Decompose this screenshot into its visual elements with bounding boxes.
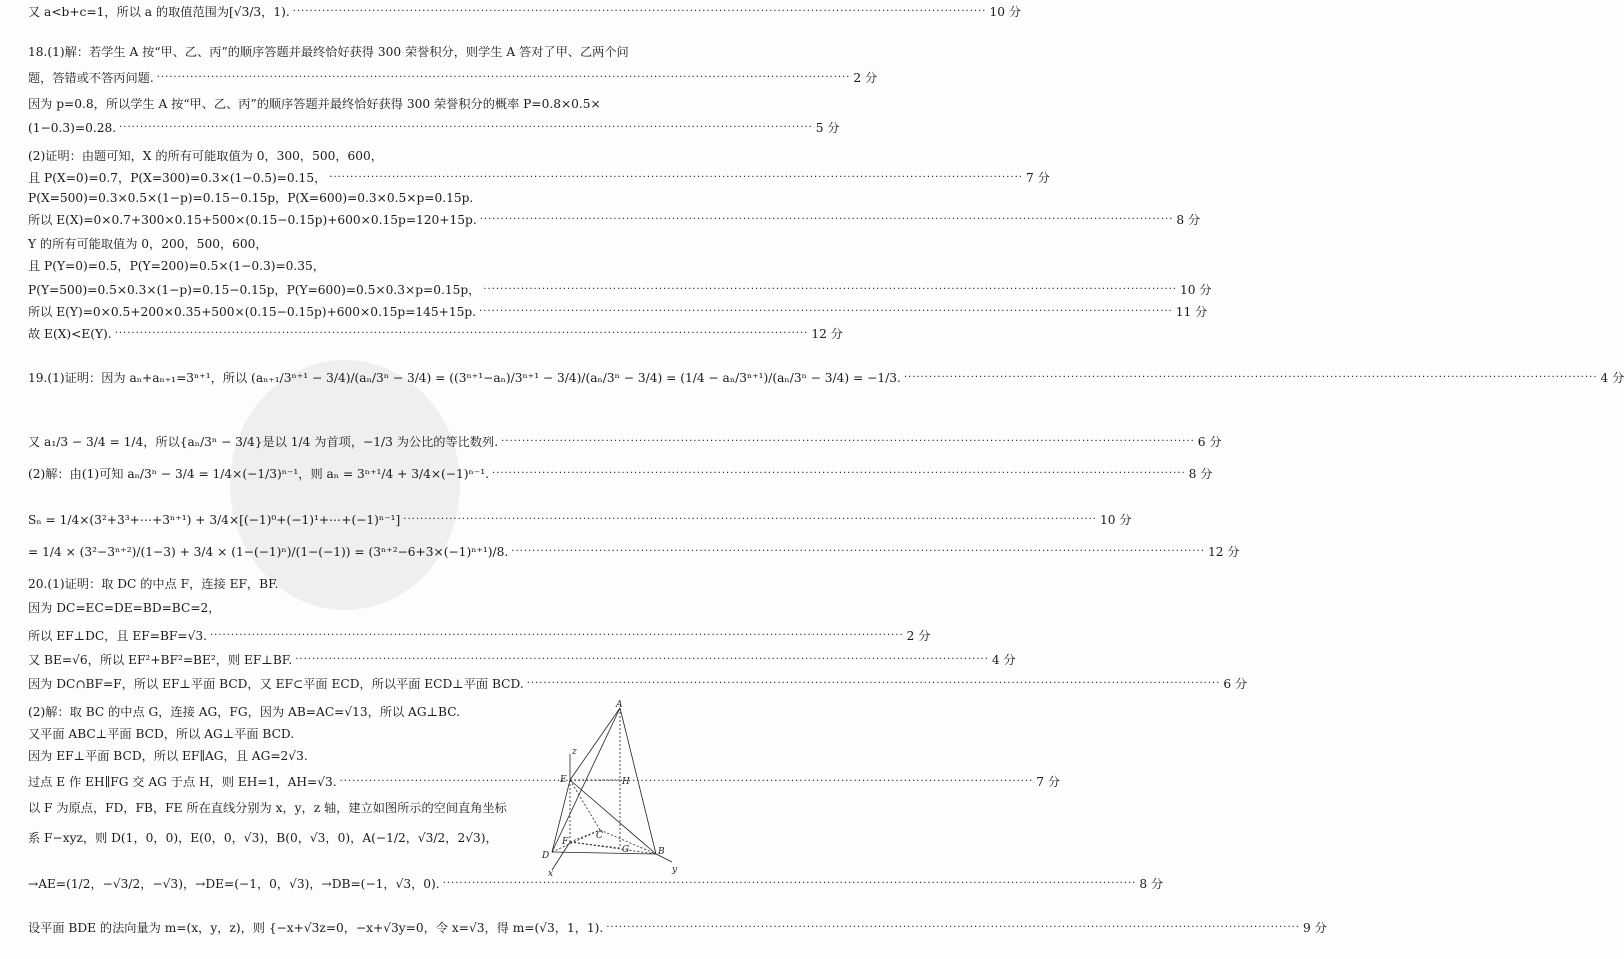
score: 6 分 [1197, 435, 1222, 449]
watermark [230, 360, 460, 610]
score: 4 分 [991, 653, 1016, 667]
solution-line: 又 a<b+c=1，所以 a 的取值范围为[√3/3，1). ····· 10 分 [28, 4, 683, 20]
label-h: H [622, 777, 630, 787]
score: 8 分 [1139, 877, 1164, 891]
score: 6 分 [1223, 677, 1248, 691]
solution-line: 又 BE=√6，所以 EF²+BF²=BE²，则 EF⊥BF. ····· 4 分 [28, 652, 683, 668]
solution-line: Sₙ = 1/4×(3²+3³+⋯+3ⁿ⁺¹) + 3/4×[(−1)⁰+(−1)¹+⋯+(−1)ⁿ⁻¹] ····· 10 分 [28, 512, 683, 528]
solution-line: Y 的所有可能取值为 0，200，500，600， [28, 237, 268, 251]
label-x: x [548, 869, 554, 879]
label-d: D [542, 851, 550, 861]
solution-line: 故 E(X)<E(Y). ····· 12 分 [28, 326, 683, 342]
solution-line: 又平面 ABC⊥平面 BCD，所以 AG⊥平面 BCD. [28, 727, 295, 741]
solution-line: 19.(1)证明：因为 aₙ+aₙ₊₁=3ⁿ⁺¹，所以 (aₙ₊₁/3ⁿ⁺¹ − 3/4)/(aₙ/3ⁿ − 3/4) = ((3ⁿ⁺¹−aₙ)/3ⁿ⁺¹ − 3/4)/(aₙ/3ⁿ − 3/4) = (1/4 − aₙ/3ⁿ⁺¹)/(aₙ/3ⁿ − 3/4) = −1/3. ····· 4 分 [28, 370, 683, 386]
solution-line: (2)解：取 BC 的中点 G，连接 AG，FG，因为 AB=AC=√13，所以 AG⊥BC. [28, 705, 461, 719]
solution-line: 因为 EF⊥平面 BCD，所以 EF∥AG，且 AG=2√3. [28, 749, 308, 763]
solution-line: 因为 DC∩BF=F，所以 EF⊥平面 BCD，又 EF⊂平面 ECD，所以平面 ECD⊥平面 BCD. ····· 6 分 [28, 676, 683, 692]
solution-line: 因为 p=0.8，所以学生 A 按“甲、乙、丙”的顺序答题并最终恰好获得 300 荣誉积分的概率 P=0.8×0.5× [28, 97, 601, 111]
score: 10 分 [1099, 513, 1132, 527]
score: 8 分 [1176, 213, 1201, 227]
score: 2 分 [853, 71, 878, 85]
score: 11 分 [1175, 305, 1208, 319]
score: 12 分 [811, 327, 843, 341]
label-b: B [658, 847, 665, 857]
solution-line: 且 P(X=0)=0.7，P(X=300)=0.3×(1−0.5)=0.15， ····· 7 分 [28, 170, 683, 186]
score: 12 分 [1207, 545, 1240, 559]
score: 9 分 [1302, 921, 1327, 935]
score: 4 分 [1600, 371, 1624, 385]
solution-line: 所以 E(X)=0×0.7+300×0.15+500×(0.15−0.15p)+600×0.15p=120+15p. ····· 8 分 [28, 212, 683, 228]
label-z: z [572, 747, 577, 757]
solution-line: 且 P(Y=0)=0.5，P(Y=200)=0.5×(1−0.3)=0.35， [28, 259, 325, 273]
solution-line: 所以 EF⊥DC，且 EF=BF=√3. ····· 2 分 [28, 628, 683, 644]
label-f: F [562, 837, 569, 847]
solution-line: 18.(1)解：若学生 A 按“甲、乙、丙”的顺序答题并最终恰好获得 300 荣誉积分，则学生 A 答对了甲、乙两个问 [28, 45, 629, 59]
score: 8 分 [1188, 467, 1213, 481]
solution-line: 题，答错或不答丙问题. ····· 2 分 [28, 70, 683, 86]
solution-line: 以 F 为原点，FD，FB，FE 所在直线分别为 x，y，z 轴，建立如图所示的空间直角坐标 [28, 801, 507, 815]
score: 2 分 [906, 629, 931, 643]
label-c: C [596, 831, 603, 841]
label-y: y [672, 865, 678, 875]
score: 7 分 [1025, 171, 1050, 185]
solution-line: 系 F−xyz，则 D(1，0，0)，E(0，0，√3)，B(0，√3，0)，A(−1/2，√3/2，2√3)， [28, 831, 498, 845]
solution-line: P(Y=500)=0.5×0.3×(1−p)=0.15−0.15p，P(Y=600)=0.5×0.3×p=0.15p， ····· 10 分 [28, 282, 683, 298]
solution-line: (2)证明：由题可知，X 的所有可能取值为 0，300，500，600， [28, 149, 383, 163]
solution-line: 20.(1)证明：取 DC 的中点 F，连接 EF，BF. [28, 577, 279, 591]
solution-line: P(X=500)=0.3×0.5×(1−p)=0.15−0.15p，P(X=600)=0.3×0.5×p=0.15p. [28, 191, 474, 205]
score: 7 分 [1036, 775, 1061, 789]
label-a: A [616, 700, 623, 710]
solution-line: 又 a₁/3 − 3/4 = 1/4，所以{aₙ/3ⁿ − 3/4}是以 1/4 为首项，−1/3 为公比的等比数列. ····· 6 分 [28, 434, 683, 450]
score: 10 分 [1180, 283, 1212, 297]
geometry-figure [532, 702, 682, 877]
solution-line: (2)解：由(1)可知 aₙ/3ⁿ − 3/4 = 1/4×(−1/3)ⁿ⁻¹，则 aₙ = 3ⁿ⁺¹/4 + 3/4×(−1)ⁿ⁻¹. ····· 8 分 [28, 466, 683, 482]
solution-line: 所以 E(Y)=0×0.5+200×0.35+500×(0.15−0.15p)+600×0.15p=145+15p. ····· 11 分 [28, 304, 683, 320]
score: 10 分 [989, 5, 1022, 19]
solution-line: 因为 DC=EC=DE=BD=BC=2， [28, 601, 221, 615]
solution-line: (1−0.3)=0.28. ····· 5 分 [28, 120, 683, 136]
solution-line: 设平面 BDE 的法向量为 m=(x，y，z)，则 {−x+√3z=0，−x+√3y=0，令 x=√3，得 m=(√3，1，1). ····· 9 分 [28, 920, 683, 936]
score: 5 分 [815, 121, 840, 135]
solution-line: →AE=(1/2，−√3/2，−√3)，→DE=(−1，0，√3)，→DB=(−1，√3，0). ····· 8 分 [28, 876, 533, 892]
label-e: E [560, 775, 567, 785]
solution-line: 过点 E 作 EH∥FG 交 AG 于点 H，则 EH=1，AH=√3. ····· 7 分 [28, 774, 533, 790]
solution-line: = 1/4 × (3²−3ⁿ⁺²)/(1−3) + 3/4 × (1−(−1)ⁿ)/(1−(−1)) = (3ⁿ⁺²−6+3×(−1)ⁿ⁺¹)/8. ····· 12 分 [28, 544, 683, 560]
label-g: G [622, 845, 630, 855]
